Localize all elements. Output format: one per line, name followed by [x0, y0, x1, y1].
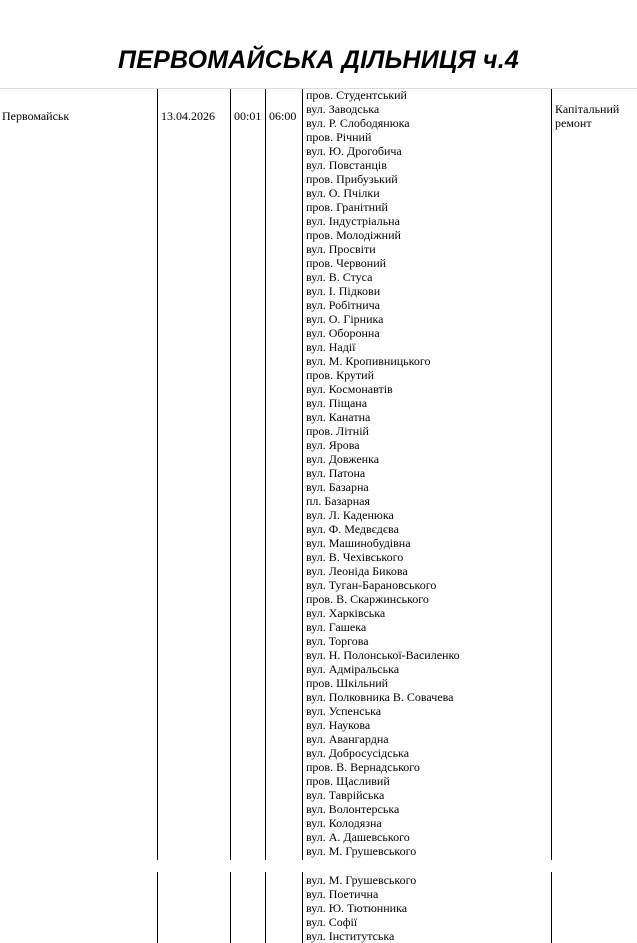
street-item: вул. Ярова — [306, 438, 360, 452]
street-item: вул. Торгова — [306, 634, 369, 648]
column-divider — [157, 89, 158, 860]
settlement-cell: Первомайськ — [2, 109, 70, 123]
street-item: пров. В. Скаржинського — [306, 592, 429, 606]
street-item: вул. Наукова — [306, 718, 371, 732]
street-item: вул. Таврійська — [306, 788, 385, 802]
street-item: пров. Щасливий — [306, 774, 390, 788]
street-item: вул. Індустріальна — [306, 214, 400, 228]
street-item: вул. Піщана — [306, 396, 368, 410]
street-item: пл. Базарная — [306, 494, 370, 508]
time-to-cell: 06:00 — [269, 109, 297, 123]
page-title: ПЕРВОМАЙСЬКА ДІЛЬНИЦЯ ч.4 — [118, 46, 519, 74]
street-item: вул. Довженка — [306, 452, 380, 466]
street-item: вул. Успенська — [306, 704, 382, 718]
street-item: вул. Робітнича — [306, 298, 380, 312]
street-item: вул. М. Кропивницького — [306, 354, 431, 368]
street-item: вул. О. Гірника — [306, 312, 384, 326]
street-item: вул. Патона — [306, 466, 366, 480]
date-cell: 13.04.2026 — [161, 109, 215, 123]
street-item: вул. Ю. Тютюнника — [306, 901, 408, 915]
street-item: вул. Харківська — [306, 606, 386, 620]
reason-line: Капітальний — [555, 102, 620, 116]
column-divider — [302, 89, 303, 860]
street-item: вул. Леоніда Бикова — [306, 564, 408, 578]
street-item: вул. І. Підкови — [306, 284, 381, 298]
street-item: вул. Гашека — [306, 620, 367, 634]
street-item: вул. Надії — [306, 340, 356, 354]
street-item: пров. Літній — [306, 424, 369, 438]
street-item: вул. Повстанців — [306, 158, 387, 172]
street-item: вул. Ф. Медвєдєва — [306, 522, 399, 536]
street-item: вул. Софії — [306, 915, 358, 929]
street-item: вул. Заводська — [306, 102, 380, 116]
street-item: вул. Інститутська — [306, 929, 395, 943]
street-item: вул. Канатна — [306, 410, 371, 424]
street-item: вул. Ю. Дрогобича — [306, 144, 402, 158]
street-item: вул. Р. Слободянюка — [306, 116, 410, 130]
reason-cell — [555, 102, 635, 130]
street-item: вул. Туган-Барановського — [306, 578, 437, 592]
street-item: вул. Космонавтів — [306, 382, 393, 396]
street-item: вул. Базарна — [306, 480, 369, 494]
column-divider — [551, 872, 552, 943]
street-item: вул. Волонтерська — [306, 802, 400, 816]
street-item: пров. Гранітний — [306, 200, 388, 214]
column-divider — [265, 872, 266, 943]
street-item: вул. Авангардна — [306, 732, 389, 746]
column-divider — [302, 872, 303, 943]
street-item: пров. Молодіжний — [306, 228, 401, 242]
street-item: пров. Червоний — [306, 256, 387, 270]
column-divider — [230, 89, 231, 860]
street-item: пров. Крутий — [306, 368, 375, 382]
street-item: вул. Машинобудівна — [306, 536, 411, 550]
street-item: вул. Оборонна — [306, 326, 380, 340]
column-divider — [230, 872, 231, 943]
street-item: вул. Н. Полонської-Василенко — [306, 648, 460, 662]
street-item: вул. М. Грушевського — [306, 873, 417, 887]
streets-list — [306, 873, 416, 943]
street-item: вул. В. Стуса — [306, 270, 373, 284]
street-item: вул. Адміральська — [306, 662, 400, 676]
street-item: вул. О. Пчілки — [306, 186, 380, 200]
street-item: вул. А. Дашевського — [306, 830, 410, 844]
reason-line: ремонт — [555, 116, 592, 130]
column-divider — [551, 89, 552, 860]
street-item: вул. Колодязна — [306, 816, 382, 830]
street-item: пров. Студентський — [306, 88, 407, 102]
street-item: вул. Поетична — [306, 887, 379, 901]
street-item: вул. Добросусідська — [306, 746, 410, 760]
column-divider — [265, 89, 266, 860]
column-divider — [157, 872, 158, 943]
street-item: вул. Полковника В. Совачева — [306, 690, 454, 704]
street-item: пров. В. Вернадського — [306, 760, 420, 774]
street-item: пров. Прибузький — [306, 172, 398, 186]
street-item: пров. Шкільний — [306, 676, 389, 690]
street-item: вул. М. Грушевського — [306, 844, 417, 858]
street-item: вул. Просвіти — [306, 242, 376, 256]
street-item: вул. В. Чехівського — [306, 550, 404, 564]
time-from-cell: 00:01 — [234, 109, 262, 123]
street-item: вул. Л. Каденюка — [306, 508, 394, 522]
streets-list — [306, 88, 460, 858]
street-item: пров. Річний — [306, 130, 372, 144]
